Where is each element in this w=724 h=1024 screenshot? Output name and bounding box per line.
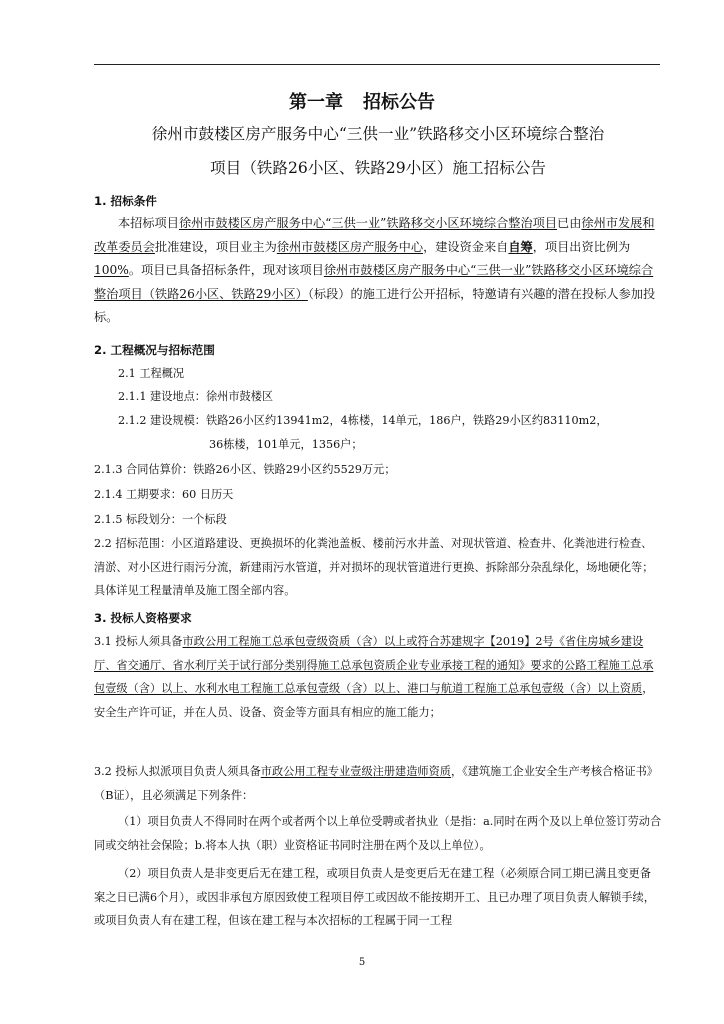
text: 3.1 投标人须具备 [94, 635, 183, 648]
fund-ratio: 100% [94, 263, 129, 277]
lot-line: 2.1.5 标段划分：一个标段 [94, 513, 227, 526]
text: ，安全生产许可证，并在人员、设备、资金等方面具有相应的施工能力； [94, 682, 654, 719]
subtitle-line-2: 项目（铁路26小区、铁路29小区）施工招标公告 [210, 159, 546, 177]
duration-line: 2.1.4 工期要求：60 日历天 [94, 488, 234, 501]
qualification: 市政公用工程施工总承包壹级资质（含）以上或符合苏建规字【2019】2号《省住房城乡建设厅、省交通厅、省水利厅关于试行部分类别得施工总承包资质企业专业承接工程的通知》要求的公路工程施工总承包壹级（含）以上、水利水电工程施工总承包壹级（含）以上、港口与航道工程施工总承包壹级（含）以上资质 [94, 635, 654, 696]
requirement-3-1 [94, 630, 662, 724]
chapter-number: 第一章 [289, 92, 343, 113]
project-name: 徐州市鼓楼区房产服务中心“三供一业”铁路移交小区环境综合整治项目 [178, 216, 558, 230]
subtitle-line-1: 徐州市鼓楼区房产服务中心“三供一业”铁路移交小区环境综合整治 [151, 125, 605, 143]
header-rule [94, 64, 660, 65]
condition-2: （2）项目负责人是非变更后无在建工程，或项目负责人是变更后无在建工程（必须原合同工期已满且变更备案之日已满6个月），或因非承包方原因致使工程项目停工或因故不能按期开工、且已办理了项目负责人解锁手续，或项目负责人有在建工程，但该在建工程与本次招标的工程属于同一工程 [94, 867, 655, 928]
project-name-full: 徐州市鼓楼区房产服务中心“三供一业”铁路移交小区环境综合整治项目（铁路26小区、铁路29小区） [94, 263, 654, 301]
chapter-title [0, 88, 724, 114]
text: （标段）的施工进行公开招标，特邀请有兴趣的潜在投标人参加投标。 [94, 286, 656, 324]
scope-paragraph: 2.2 招标范围：小区道路建设、更换损坏的化粪池盖板、楼前污水井盖、对现状管道、检查井、化粪池进行检查、清淤、对小区进行雨污分流，新建雨污水管道，并对损坏的现状管道进行更换、拆除部分杂乱绿化，场地硬化等；具体详见工程量清单及施工图全部内容。 [94, 537, 654, 598]
requirement-3-2 [94, 760, 662, 807]
page-number: 5 [358, 957, 366, 968]
text: ，建设资金来自 [423, 239, 509, 254]
scale-line-cont: 36栋楼，101单元，1356户； [209, 438, 363, 451]
text: ，项目出资比例为 [532, 239, 631, 254]
fund-source: 自筹 [508, 239, 533, 254]
text: 本招标项目 [118, 216, 179, 230]
text: 已由 [557, 216, 582, 230]
scale-line: 2.1.2 建设规模：铁路26小区约13941m2，4栋楼，14单元，186户，铁路29小区约83110m2， [118, 414, 608, 427]
engineer-qualification: 市政公用工程专业壹级注册建造师资质 [260, 765, 451, 778]
text: 3.2 投标人拟派项目负责人须具备 [94, 765, 261, 778]
text: ，《建筑施工企业安全生产考核合格证书》（B证），且必须满足下列条件： [94, 765, 658, 802]
section-1-heading: 1. 招标条件 [94, 194, 157, 208]
chapter-heading: 招标公告 [363, 92, 435, 113]
overview-line: 2.1 工程概况 [118, 367, 185, 380]
owner: 徐州市鼓楼区房产服务中心 [276, 239, 424, 254]
text: 。项目已具备招标条件，现对该项目 [128, 263, 324, 277]
price-line: 2.1.3 合同估算价：铁路26小区、铁路29小区约5529万元； [94, 463, 396, 476]
approver: 徐州市发展和改革委员会 [94, 216, 655, 254]
section-1-paragraph [94, 212, 662, 330]
section-3-heading: 3. 投标人资格要求 [94, 611, 192, 625]
location-line: 2.1.1 建设地点：徐州市鼓楼区 [118, 390, 274, 403]
condition-1: （1）项目负责人不得同时在两个或者两个以上单位受聘或者执业（是指：a.同时在两个及以上单位签订劳动合同或交纳社会保险；b.将本人执（职）业资格证书同时注册在两个及以上单位）。 [94, 815, 662, 852]
section-2-heading: 2. 工程概况与招标范围 [94, 343, 215, 357]
text: 批准建设，项目业主为 [154, 239, 277, 254]
